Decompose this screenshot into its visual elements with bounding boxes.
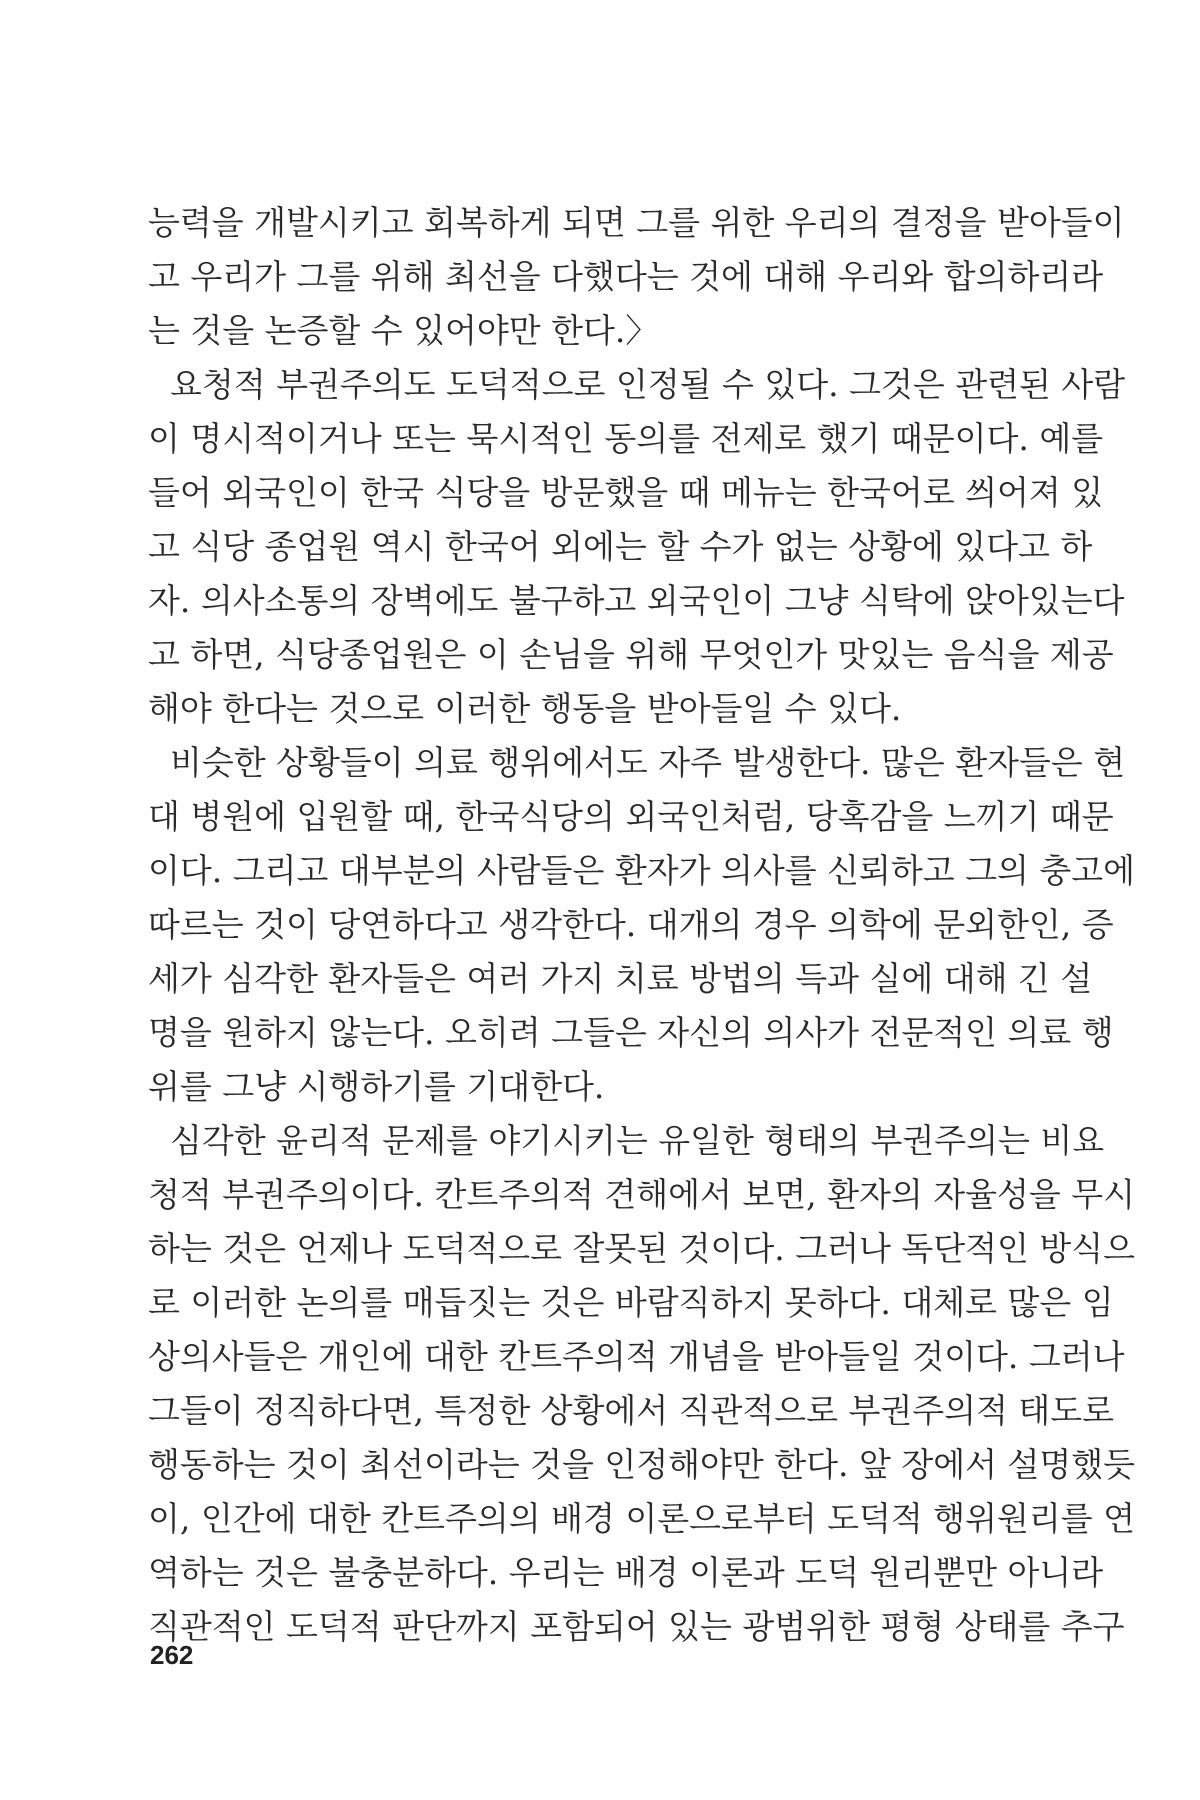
page-number: 262 (150, 1640, 194, 1670)
text-line: 따르는 것이 당연하다고 생각한다. 대개의 경우 의학에 문외한인, 증 (148, 905, 1114, 944)
text-line: 역하는 것은 불충분하다. 우리는 배경 이론과 도덕 원리뿐만 아니라 (148, 1553, 1104, 1592)
text-line: 들어 외국인이 한국 식당을 방문했을 때 메뉴는 한국어로 씌어져 있 (148, 473, 1104, 512)
text-line: 명을 원하지 않는다. 오히려 그들은 자신의 의사가 전문적인 의료 행 (148, 1013, 1114, 1052)
text-line: 이 명시적이거나 또는 묵시적인 동의를 전제로 했기 때문이다. 예를 (148, 419, 1104, 458)
body-text (148, 196, 1135, 1654)
text-line: 청적 부권주의이다. 칸트주의적 견해에서 보면, 환자의 자율성을 무시 (148, 1175, 1135, 1214)
text-line: 는 것을 논증할 수 있어야만 한다.〉 (148, 311, 659, 350)
text-line: 고 우리가 그를 위해 최선을 다했다는 것에 대해 우리와 합의하리라 (148, 257, 1104, 296)
text-line: 그들이 정직하다면, 특정한 상황에서 직관적으로 부권주의적 태도로 (148, 1391, 1115, 1430)
text-line: 로 이러한 논의를 매듭짓는 것은 바람직하지 못하다. 대체로 많은 임 (148, 1283, 1114, 1322)
text-line: 비슷한 상황들이 의료 행위에서도 자주 발생한다. 많은 환자들은 현 (170, 743, 1126, 782)
text-line: 하는 것은 언제나 도덕적으로 잘못된 것이다. 그러나 독단적인 방식으 (148, 1229, 1135, 1268)
text-line: 심각한 윤리적 문제를 야기시키는 유일한 형태의 부권주의는 비요 (170, 1121, 1105, 1160)
text-line: 상의사들은 개인에 대한 칸트주의적 개념을 받아들일 것이다. 그러나 (148, 1337, 1125, 1376)
text-line: 요청적 부권주의도 도덕적으로 인정될 수 있다. 그것은 관련된 사람 (170, 365, 1126, 404)
text-line: 위를 그냥 시행하기를 기대한다. (148, 1067, 605, 1106)
text-line: 해야 한다는 것으로 이러한 행동을 받아들일 수 있다. (148, 689, 902, 728)
text-line: 대 병원에 입원할 때, 한국식당의 외국인처럼, 당혹감을 느끼기 때문 (148, 797, 1114, 836)
text-line: 이다. 그리고 대부분의 사람들은 환자가 의사를 신뢰하고 그의 충고에 (148, 851, 1135, 890)
text-line: 고 식당 종업원 역시 한국어 외에는 할 수가 없는 상황에 있다고 하 (148, 527, 1093, 566)
text-line: 능력을 개발시키고 회복하게 되면 그를 위한 우리의 결정을 받아들이 (148, 203, 1125, 242)
text-line: 직관적인 도덕적 판단까지 포함되어 있는 광범위한 평형 상태를 추구 (148, 1607, 1125, 1646)
text-line: 행동하는 것이 최선이라는 것을 인정해야만 한다. 앞 장에서 설명했듯 (148, 1445, 1135, 1484)
text-line: 이, 인간에 대한 칸트주의의 배경 이론으로부터 도덕적 행위원리를 연 (148, 1499, 1135, 1538)
text-line: 자. 의사소통의 장벽에도 불구하고 외국인이 그냥 식탁에 앉아있는다 (148, 581, 1125, 620)
text-line: 고 하면, 식당종업원은 이 손님을 위해 무엇인가 맛있는 음식을 제공 (148, 635, 1114, 674)
text-line: 세가 심각한 환자들은 여러 가지 치료 방법의 득과 실에 대해 긴 설 (148, 959, 1093, 998)
